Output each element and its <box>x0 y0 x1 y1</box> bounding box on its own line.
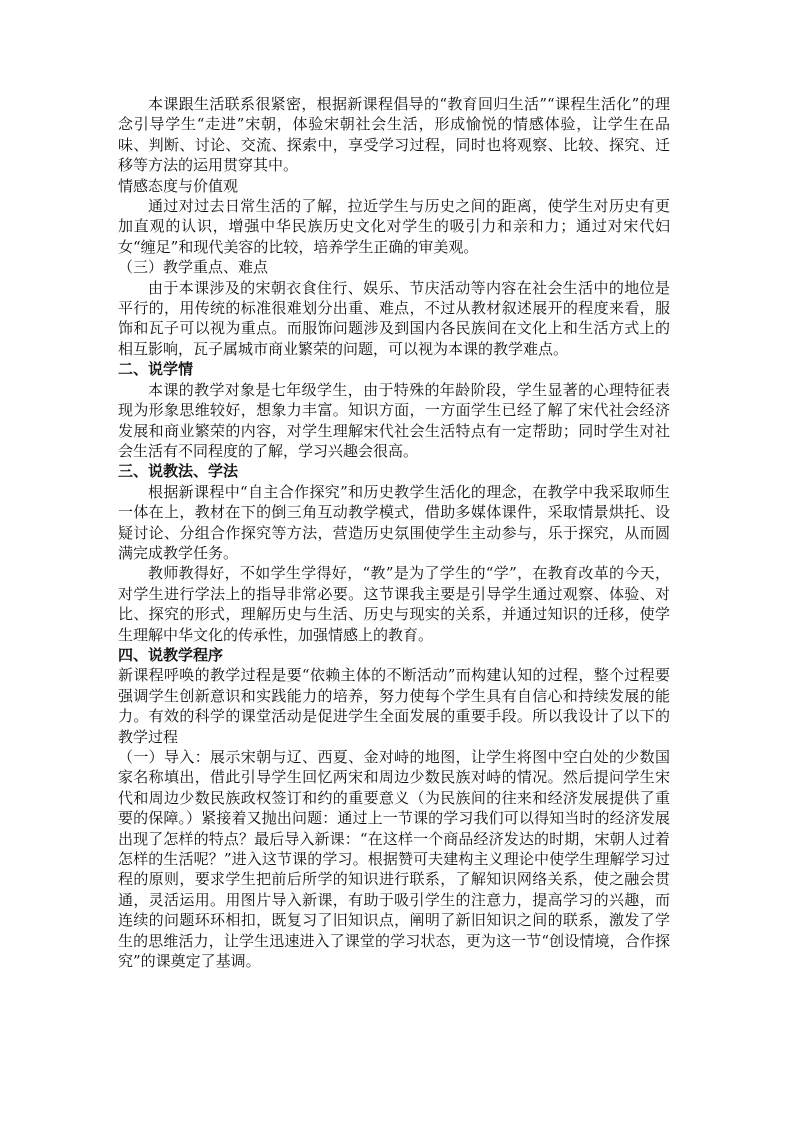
paragraph-learning-methods: 教师教得好，不如学生学得好，“教”是为了学生的“学”，在教育改革的今天，对学生进行学法上的指导非常必要。这节课我主要是引导学生通过观察、体验、对比、探究的形式，理解历史与生活、历史与现实的关系，并通过知识的迁移，使学生理解中华文化的传承性，加强情感上的教育。 <box>118 564 670 644</box>
subheading-emotion-attitude-values: 情感态度与价值观 <box>118 176 239 195</box>
paragraph-emotion-goals: 通过对过去日常生活的了解，拉近学生与历史之间的距离，使学生对历史有更加直观的认识，增强中华民族历史文化对学生的吸引力和亲和力；通过对宋代妇女“缠足”和现代美容的比较，培养学生正确的审美观。 <box>118 197 670 256</box>
paragraph-lead-in: （一）导入：展示宋朝与辽、西夏、金对峙的地图，让学生将图中空白处的少数国家名称填出，借此引导学生回忆两宋和周边少数民族对峙的情况。然后提问学生宋代和周边少数民族政权签订和约的重要意义（为民族间的往来和经济发展提供了重要的保障。）紧接着又抛出问题：通过上一节课的学习我们可以得知当时的经济发展出现了怎样的特点？最后导入新课：“在这样一个商品经济发达的时期，宋朝人过着怎样的生活呢？”进入这节课的学习。根据赞可夫建构主义理论中使学生理解学习过程的原则，要求学生把前后所学的知识进行联系，了解知识网络关系，使之融会贯通，灵活运用。用图片导入新课，有助于吸引学生的注意力，提高学习的兴趣，而连续的问题环环相扣，既复习了旧知识点，阐明了新旧知识之间的联系，激发了学生的思维活力，让学生迅速进入了课堂的学习状态，更为这一节“创设情境，合作探究”的课奠定了基调。 <box>118 748 670 971</box>
paragraph-procedure-intro: 新课程呼唤的教学过程是要“依赖主体的不断活动”而构建认知的过程，整个过程要强调学生创新意识和实践能力的培养，努力使每个学生具有自信心和持续发展的能力。有效的科学的课堂活动是促进学生全面发展的重要手段。所以我设计了以下的教学过程 <box>118 666 670 746</box>
subheading-key-points-difficulties: （三）教学重点、难点 <box>118 258 269 277</box>
paragraph-lesson-life-connection: 本课跟生活联系很紧密，根据新课程倡导的“教育回归生活”“课程生活化”的理念引导学生“走进”宋朝，体验宋朝社会生活，形成愉悦的情感体验，让学生在品味、判断、讨论、交流、探索中，享受学习过程，同时也将观察、比较、探究、迁移等方法的运用贯穿其中。 <box>118 95 670 175</box>
paragraph-teaching-methods: 根据新课程中“自主合作探究”和历史教学生活化的理念，在教学中我采取师生一体在上，教材在下的倒三角互动教学模式，借助多媒体课件，采取情景烘托、设疑讨论、分组合作探究等方法，营造历史氛围使学生主动参与，乐于探究，从而圆满完成教学任务。 <box>118 482 670 562</box>
section-heading-teaching-methods: 三、说教法、学法 <box>118 462 239 481</box>
paragraph-student-analysis: 本课的教学对象是七年级学生，由于特殊的年龄阶段，学生显著的心理特征表现为形象思维较好，想象力丰富。知识方面，一方面学生已经了解了宋代社会经济发展和商业繁荣的内容，对学生理解宋代社会生活特点有一定帮助；同时学生对社会生活有不同程度的了解，学习兴趣会很高。 <box>118 380 670 460</box>
document-page <box>118 94 670 971</box>
section-heading-student-analysis: 二、说学情 <box>118 360 194 379</box>
section-heading-teaching-procedure: 四、说教学程序 <box>118 645 224 664</box>
paragraph-key-points: 由于本课涉及的宋朝衣食住行、娱乐、节庆活动等内容在社会生活中的地位是平行的，用传统的标准很难划分出重、难点，不过从教材叙述展开的程度来看，服饰和瓦子可以视为重点。而服饰问题涉及到国内各民族间在文化上和生活方式上的相互影响，瓦子属城市商业繁荣的问题，可以视为本课的教学难点。 <box>118 278 670 358</box>
